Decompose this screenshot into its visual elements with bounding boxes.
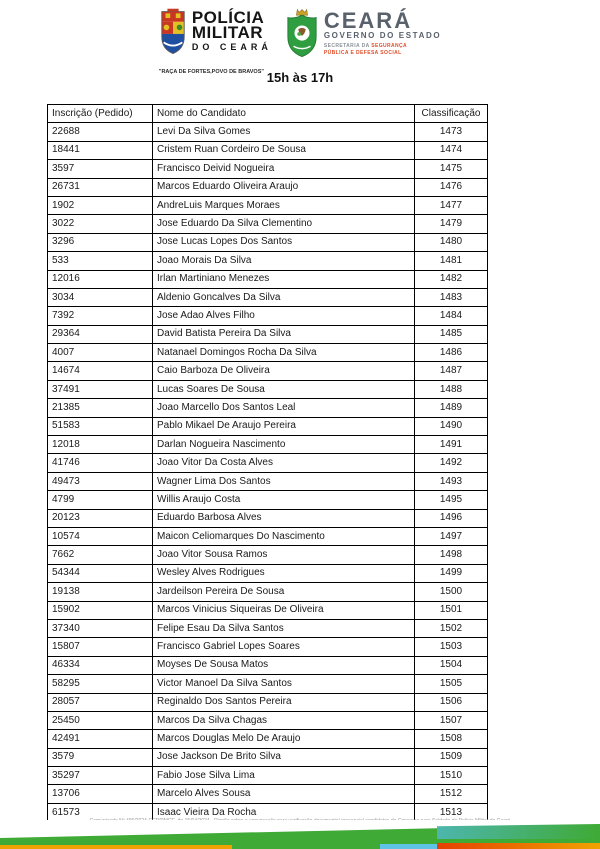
cell-classificacao: 1497 — [415, 527, 488, 545]
cell-nome: Joao Morais Da Silva — [153, 252, 415, 270]
cell-nome: Eduardo Barbosa Alves — [153, 509, 415, 527]
cell-classificacao: 1487 — [415, 362, 488, 380]
cell-nome: Marcos Vinicius Siqueiras De Oliveira — [153, 601, 415, 619]
cell-inscricao: 7392 — [48, 307, 153, 325]
cell-inscricao: 28057 — [48, 693, 153, 711]
cell-inscricao: 12016 — [48, 270, 153, 288]
cell-inscricao: 54344 — [48, 564, 153, 582]
table-row — [48, 178, 488, 196]
cell-nome: Victor Manoel Da Silva Santos — [153, 675, 415, 693]
cell-nome: Marcos Eduardo Oliveira Araujo — [153, 178, 415, 196]
cell-inscricao: 14674 — [48, 362, 153, 380]
cell-inscricao: 4007 — [48, 344, 153, 362]
cell-inscricao: 3597 — [48, 160, 153, 178]
cell-inscricao: 51583 — [48, 417, 153, 435]
cell-nome: Moyses De Sousa Matos — [153, 656, 415, 674]
table-row — [48, 380, 488, 398]
cell-classificacao: 1483 — [415, 288, 488, 306]
cell-inscricao: 42491 — [48, 730, 153, 748]
cell-nome: Aldenio Goncalves Da Silva — [153, 288, 415, 306]
cell-nome: Joao Vitor Sousa Ramos — [153, 546, 415, 564]
cell-classificacao: 1500 — [415, 583, 488, 601]
cell-inscricao: 3022 — [48, 215, 153, 233]
table-row — [48, 436, 488, 454]
table-row — [48, 196, 488, 214]
orange-stripe-decoration — [0, 845, 232, 849]
table-row — [48, 564, 488, 582]
cell-classificacao: 1499 — [415, 564, 488, 582]
cell-inscricao: 35297 — [48, 767, 153, 785]
gov-secretaria — [324, 43, 441, 56]
cell-classificacao: 1495 — [415, 491, 488, 509]
pm-logo — [159, 8, 272, 75]
cell-classificacao: 1502 — [415, 619, 488, 637]
candidate-table-body — [48, 123, 488, 822]
cell-classificacao: 1473 — [415, 123, 488, 141]
cell-nome: Caio Barboza De Oliveira — [153, 362, 415, 380]
cell-inscricao: 15902 — [48, 601, 153, 619]
cell-inscricao: 37340 — [48, 619, 153, 637]
cell-nome: Isaac Vieira Da Rocha — [153, 803, 415, 821]
cell-nome: Jose Jackson De Brito Silva — [153, 748, 415, 766]
cell-inscricao: 19138 — [48, 583, 153, 601]
cell-classificacao: 1477 — [415, 196, 488, 214]
cell-classificacao: 1498 — [415, 546, 488, 564]
gov-subtitle: GOVERNO DO ESTADO — [323, 31, 442, 40]
cell-nome: Cristem Ruan Cordeiro De Sousa — [153, 141, 415, 159]
cell-classificacao: 1512 — [415, 785, 488, 803]
table-row — [48, 527, 488, 545]
cell-inscricao: 26731 — [48, 178, 153, 196]
teal-band-decoration — [437, 824, 600, 839]
cell-nome: Joao Vitor Da Costa Alves — [153, 454, 415, 472]
table-row — [48, 730, 488, 748]
table-row — [48, 417, 488, 435]
cell-nome: Irlan Martiniano Menezes — [153, 270, 415, 288]
red-stripe-decoration — [437, 843, 600, 849]
cell-inscricao: 3034 — [48, 288, 153, 306]
time-slot: 15h às 17h — [266, 70, 334, 85]
cell-nome: AndreLuis Marques Moraes — [153, 196, 415, 214]
cell-classificacao: 1505 — [415, 675, 488, 693]
cell-inscricao: 20123 — [48, 509, 153, 527]
cell-nome: Wesley Alves Rodrigues — [153, 564, 415, 582]
cell-inscricao: 1902 — [48, 196, 153, 214]
cell-inscricao: 533 — [48, 252, 153, 270]
cell-nome: Wagner Lima Dos Santos — [153, 472, 415, 490]
cell-nome: Pablo Mikael De Araujo Pereira — [153, 417, 415, 435]
table-header-row — [48, 105, 488, 123]
cell-inscricao: 4799 — [48, 491, 153, 509]
cell-classificacao: 1474 — [415, 141, 488, 159]
table-row — [48, 215, 488, 233]
col-header-inscricao: Inscrição (Pedido) — [48, 105, 153, 123]
cell-nome: Jose Adao Alves Filho — [153, 307, 415, 325]
col-header-nome: Nome do Candidato — [153, 105, 415, 123]
cell-classificacao: 1476 — [415, 178, 488, 196]
cell-nome: Felipe Esau Da Silva Santos — [153, 619, 415, 637]
gov-secretaria-line2: PÚBLICA E DEFESA SOCIAL — [323, 49, 402, 56]
cell-nome: Joao Marcello Dos Santos Leal — [153, 399, 415, 417]
cell-nome: Fabio Jose Silva Lima — [153, 767, 415, 785]
cell-inscricao: 49473 — [48, 472, 153, 490]
table-row — [48, 767, 488, 785]
blue-stripe-decoration — [380, 844, 437, 849]
cell-nome: Reginaldo Dos Santos Pereira — [153, 693, 415, 711]
cell-nome: Jose Eduardo Da Silva Clementino — [153, 215, 415, 233]
cell-nome: Maicon Celiomarques Do Nascimento — [153, 527, 415, 545]
gov-logo-text — [323, 8, 442, 56]
table-row — [48, 233, 488, 251]
cell-classificacao: 1485 — [415, 325, 488, 343]
cell-nome: Francisco Deivid Nogueira — [153, 160, 415, 178]
pm-motto: "RAÇA DE FORTES,POVO DE BRAVOS" — [158, 69, 264, 75]
table-row — [48, 638, 488, 656]
cell-inscricao: 25450 — [48, 711, 153, 729]
table-row — [48, 252, 488, 270]
table-row — [48, 491, 488, 509]
cell-nome: Willis Araujo Costa — [153, 491, 415, 509]
table-row — [48, 711, 488, 729]
cell-inscricao: 37491 — [48, 380, 153, 398]
cell-nome: Natanael Domingos Rocha Da Silva — [153, 344, 415, 362]
cell-classificacao: 1509 — [415, 748, 488, 766]
cell-classificacao: 1480 — [415, 233, 488, 251]
cell-classificacao: 1504 — [415, 656, 488, 674]
cell-classificacao: 1489 — [415, 399, 488, 417]
table-row — [48, 675, 488, 693]
footer-art — [0, 820, 600, 849]
cell-classificacao: 1503 — [415, 638, 488, 656]
cell-classificacao: 1488 — [415, 380, 488, 398]
table-row — [48, 546, 488, 564]
cell-inscricao: 29364 — [48, 325, 153, 343]
cell-inscricao: 13706 — [48, 785, 153, 803]
header — [0, 8, 600, 75]
cell-classificacao: 1513 — [415, 803, 488, 821]
table-row — [48, 454, 488, 472]
cell-nome: Francisco Gabriel Lopes Soares — [153, 638, 415, 656]
table-row — [48, 160, 488, 178]
cell-nome: Jose Lucas Lopes Dos Santos — [153, 233, 415, 251]
col-header-classificacao: Classificação — [415, 105, 488, 123]
cell-inscricao: 12018 — [48, 436, 153, 454]
gov-secretaria-red: SEGURANÇA — [371, 43, 408, 49]
pm-title-line1: POLÍCIA — [191, 8, 265, 27]
table-row — [48, 601, 488, 619]
cell-classificacao: 1508 — [415, 730, 488, 748]
cell-classificacao: 1475 — [415, 160, 488, 178]
table-row — [48, 583, 488, 601]
cell-nome: Jardeilson Pereira De Sousa — [153, 583, 415, 601]
cell-inscricao: 46334 — [48, 656, 153, 674]
cell-inscricao: 3296 — [48, 233, 153, 251]
cell-inscricao: 7662 — [48, 546, 153, 564]
cell-nome: Darlan Nogueira Nascimento — [153, 436, 415, 454]
cell-inscricao: 21385 — [48, 399, 153, 417]
cell-inscricao: 10574 — [48, 527, 153, 545]
cell-nome: Levi Da Silva Gomes — [153, 123, 415, 141]
cell-inscricao: 18441 — [48, 141, 153, 159]
cell-nome: David Batista Pereira Da Silva — [153, 325, 415, 343]
cell-classificacao: 1496 — [415, 509, 488, 527]
table-row — [48, 693, 488, 711]
cell-inscricao: 61573 — [48, 803, 153, 821]
cell-inscricao: 15807 — [48, 638, 153, 656]
table-row — [48, 509, 488, 527]
table-row — [48, 748, 488, 766]
gov-secretaria-gray: SECRETARIA DA — [323, 43, 372, 49]
cell-classificacao: 1510 — [415, 767, 488, 785]
table-row — [48, 123, 488, 141]
cell-classificacao: 1481 — [415, 252, 488, 270]
cell-classificacao: 1491 — [415, 436, 488, 454]
cell-nome: Marcos Douglas Melo De Araujo — [153, 730, 415, 748]
table-row — [48, 141, 488, 159]
pm-title-line3: DO CEARÁ — [191, 42, 272, 52]
ceara-shield-icon — [286, 8, 318, 65]
cell-classificacao: 1479 — [415, 215, 488, 233]
table-row — [48, 399, 488, 417]
table-row — [48, 362, 488, 380]
table-row — [48, 307, 488, 325]
table-row — [48, 270, 488, 288]
table-row — [48, 785, 488, 803]
cell-inscricao: 41746 — [48, 454, 153, 472]
candidate-table — [47, 104, 488, 822]
cell-classificacao: 1486 — [415, 344, 488, 362]
cell-classificacao: 1493 — [415, 472, 488, 490]
pm-logo-text — [192, 10, 272, 52]
gov-logo — [286, 8, 441, 65]
cell-nome: Marcos Da Silva Chagas — [153, 711, 415, 729]
table-row — [48, 656, 488, 674]
cell-nome: Lucas Soares De Sousa — [153, 380, 415, 398]
cell-classificacao: 1490 — [415, 417, 488, 435]
cell-classificacao: 1482 — [415, 270, 488, 288]
table-row — [48, 325, 488, 343]
cell-classificacao: 1506 — [415, 693, 488, 711]
cell-nome: Marcelo Alves Sousa — [153, 785, 415, 803]
table-row — [48, 472, 488, 490]
pm-title-line2: MILITAR — [191, 23, 264, 42]
cell-classificacao: 1492 — [415, 454, 488, 472]
cell-classificacao: 1484 — [415, 307, 488, 325]
cell-inscricao: 58295 — [48, 675, 153, 693]
pm-crest-icon — [159, 8, 187, 63]
cell-inscricao: 3579 — [48, 748, 153, 766]
table-row — [48, 288, 488, 306]
table-row — [48, 344, 488, 362]
cell-inscricao: 22688 — [48, 123, 153, 141]
table-row — [48, 619, 488, 637]
gov-title: CEARÁ — [323, 8, 413, 33]
cell-classificacao: 1507 — [415, 711, 488, 729]
cell-classificacao: 1501 — [415, 601, 488, 619]
